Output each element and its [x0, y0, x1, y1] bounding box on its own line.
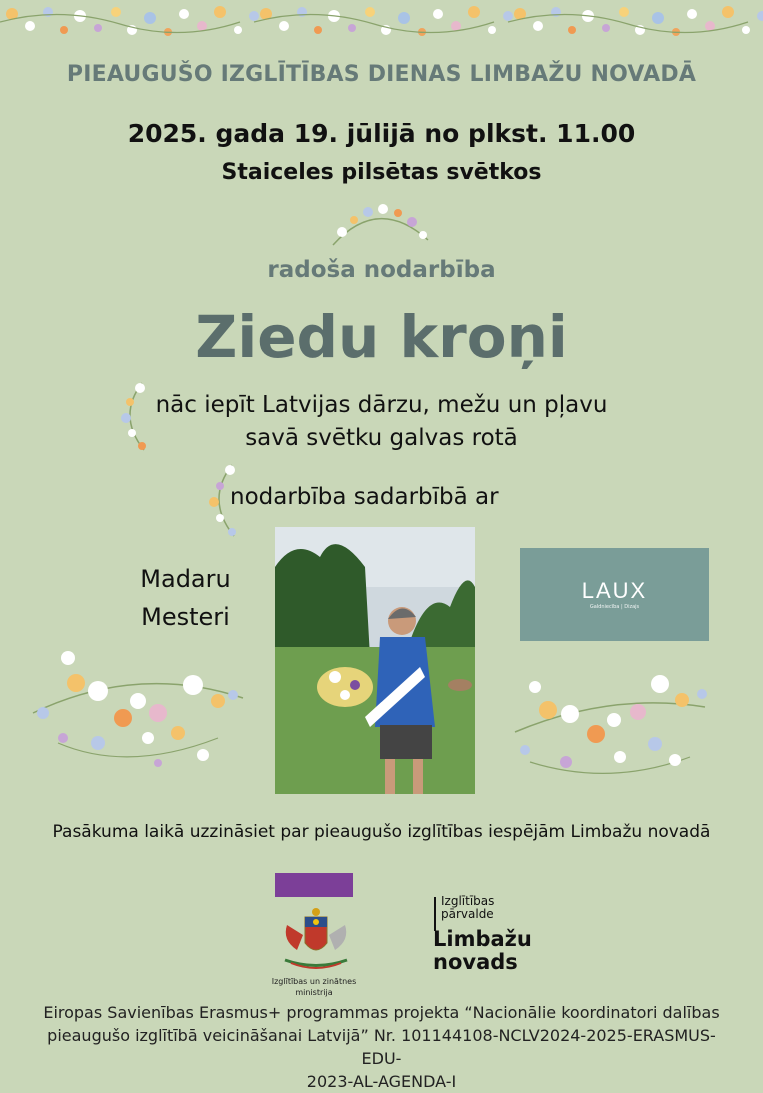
info-text: Pasākuma laikā uzzināsiet par pieaugušo izglītības iespējām Limbažu novadā: [52, 822, 711, 842]
footer-project-text: [30, 1001, 733, 1093]
ministry-name: [250, 976, 378, 998]
flower-sprig-icon: [328, 200, 434, 255]
partner-name-line2: Mesteri: [141, 603, 230, 631]
limbazi-logo-big-text: [433, 928, 532, 974]
partner-madaru-mesteri: [118, 560, 253, 636]
event-main-title: Ziedu kroņi: [195, 303, 568, 371]
laux-logo-text: LAUX: [581, 578, 648, 603]
limbazi-logo-small-text: [441, 895, 494, 921]
event-description-line1: nāc iepīt Latvijas dārzu, mežu un pļavu: [155, 392, 608, 418]
footer-line1: Eiropas Savienības Erasmus+ programmas projekta “Nacionālie koordinatori dalības: [43, 1003, 720, 1022]
limbazi-logo-line: [434, 897, 436, 931]
limbazi-small-line1: Izglītības: [441, 894, 495, 908]
footer-line3: 2023-AL-AGENDA-I: [306, 1072, 457, 1091]
partner-name-line1: Madaru: [140, 565, 231, 593]
limbazi-big-line2: novads: [433, 950, 518, 974]
ministry-color-bar: [275, 873, 353, 897]
event-description-line2: savā svētku galvas rotā: [245, 425, 518, 451]
coat-of-arms-icon: [277, 905, 355, 975]
ministry-name-line1: Izglītības un zinātnes: [271, 977, 357, 986]
ministry-name-line2: ministrija: [295, 988, 333, 997]
event-place: Staiceles pilsētas svētkos: [221, 160, 542, 185]
limbazi-small-line2: pārvalde: [441, 907, 494, 921]
flower-cluster-icon: [510, 672, 710, 787]
limbazi-big-line1: Limbažu: [433, 927, 532, 951]
event-date: 2025. gada 19. jūlijā no plkst. 11.00: [127, 119, 636, 148]
footer-line2: pieaugušo izglītībā veicināšanai Latvijā” Nr. 101144108-NCLV2024-2025-ERASMUS-EDU-: [47, 1026, 716, 1068]
event-series-title: PIEAUGUŠO IZGLĪTĪBAS DIENAS LIMBAŽU NOVADĀ: [66, 62, 697, 87]
top-flower-garland-icon: [0, 0, 763, 50]
instructor-photo: [275, 527, 475, 794]
collaboration-text: nodarbība sadarbībā ar: [230, 484, 499, 510]
laux-logo: [520, 548, 709, 641]
laux-logo-subtext: Galdniecība | Dizajs: [589, 604, 640, 610]
flower-cluster-icon: [28, 643, 248, 778]
event-subtitle: radoša nodarbība: [267, 257, 496, 283]
